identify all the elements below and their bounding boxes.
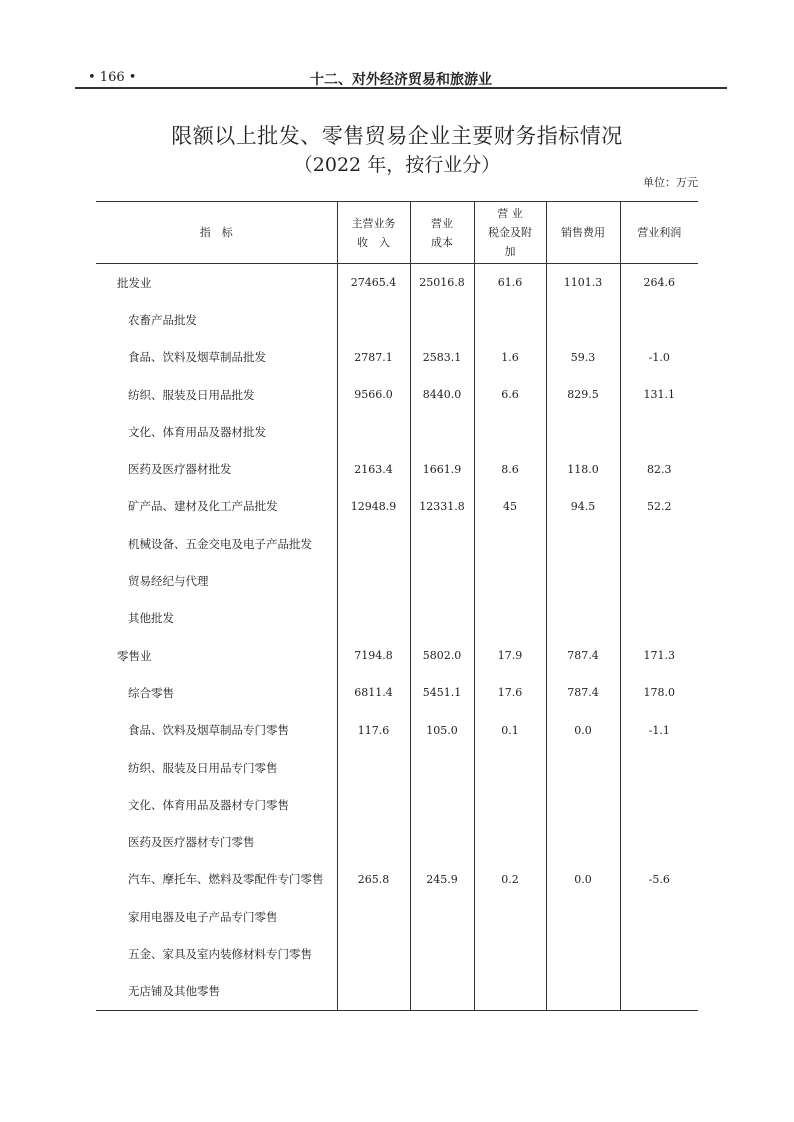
table-row — [96, 525, 698, 562]
cell-selling: 0.0 — [546, 861, 620, 898]
cell-tax — [474, 786, 546, 823]
column-header-profit-label: 营业利润 — [637, 226, 682, 239]
cell-cost — [410, 301, 474, 338]
column-header-profit — [620, 202, 698, 264]
cell-revenue — [337, 823, 410, 860]
table-row — [96, 786, 698, 823]
cell-profit — [620, 301, 698, 338]
table-row — [96, 413, 698, 450]
cell-tax — [474, 525, 546, 562]
column-header-selling-label: 销售费用 — [561, 226, 605, 239]
row-label-subsector: 其他批发 — [128, 611, 174, 626]
cell-tax: 17.6 — [474, 674, 546, 711]
financial-indicators-table-container — [96, 201, 698, 1011]
cell-cost — [410, 935, 474, 972]
column-header-tax-line2: 税金及附 — [488, 226, 532, 239]
cell-profit — [620, 973, 698, 1011]
cell-profit: 178.0 — [620, 674, 698, 711]
cell-revenue: 27465.4 — [337, 264, 410, 302]
cell-cost: 8440.0 — [410, 376, 474, 413]
cell-profit — [620, 898, 698, 935]
cell-cost: 1661.9 — [410, 450, 474, 487]
cell-selling — [546, 413, 620, 450]
cell-revenue: 2163.4 — [337, 450, 410, 487]
cell-selling: 787.4 — [546, 674, 620, 711]
cell-selling — [546, 786, 620, 823]
cell-tax — [474, 973, 546, 1011]
table-row — [96, 264, 698, 302]
table-row — [96, 861, 698, 898]
cell-profit — [620, 749, 698, 786]
column-header-tax — [474, 202, 546, 264]
column-header-indicator — [96, 202, 337, 264]
cell-selling — [546, 898, 620, 935]
cell-profit: 171.3 — [620, 637, 698, 674]
row-label-subsector: 机械设备、五金交电及电子产品批发 — [128, 536, 312, 551]
table-row — [96, 562, 698, 599]
unit-label: 单位：万元 — [643, 176, 698, 189]
cell-tax: 61.6 — [474, 264, 546, 302]
table-row — [96, 712, 698, 749]
cell-cost — [410, 562, 474, 599]
cell-profit: 264.6 — [620, 264, 698, 302]
table-row — [96, 376, 698, 413]
cell-tax: 0.1 — [474, 712, 546, 749]
column-header-cost-line2: 成本 — [431, 235, 453, 249]
row-label-subsector: 医药及医疗器材专门零售 — [128, 835, 255, 850]
table-subtitle: （2022 年，按行业分） — [293, 154, 501, 176]
cell-selling: 59.3 — [546, 339, 620, 376]
header-divider — [75, 87, 727, 89]
column-header-indicator-label: 指 标 — [199, 226, 233, 239]
column-header-tax-line1: 营 业 — [497, 207, 523, 220]
table-row — [96, 823, 698, 860]
cell-cost: 5802.0 — [410, 637, 474, 674]
cell-cost — [410, 823, 474, 860]
cell-tax — [474, 600, 546, 637]
cell-profit — [620, 413, 698, 450]
table-row — [96, 898, 698, 935]
row-label-subsector: 食品、饮料及烟草制品专门零售 — [128, 723, 289, 738]
cell-selling: 0.0 — [546, 712, 620, 749]
cell-tax — [474, 823, 546, 860]
cell-cost: 5451.1 — [410, 674, 474, 711]
cell-selling — [546, 935, 620, 972]
cell-selling — [546, 973, 620, 1011]
table-row — [96, 674, 698, 711]
cell-revenue — [337, 749, 410, 786]
cell-revenue: 265.8 — [337, 861, 410, 898]
row-label-subsector: 纺织、服装及日用品专门零售 — [128, 760, 278, 775]
cell-revenue: 117.6 — [337, 712, 410, 749]
row-label-subsector: 农畜产品批发 — [128, 312, 197, 327]
cell-profit: 82.3 — [620, 450, 698, 487]
cell-tax: 6.6 — [474, 376, 546, 413]
cell-tax: 45 — [474, 488, 546, 525]
cell-revenue — [337, 898, 410, 935]
row-label-subsector: 汽车、摩托车、燃料及零配件专门零售 — [128, 872, 324, 887]
column-header-tax-line3: 加 — [504, 245, 516, 258]
cell-revenue: 6811.4 — [337, 674, 410, 711]
chapter-title: 十二、对外经济贸易和旅游业 — [310, 72, 492, 88]
financial-indicators-table — [96, 201, 698, 1011]
cell-revenue — [337, 413, 410, 450]
cell-selling: 94.5 — [546, 488, 620, 525]
cell-selling — [546, 525, 620, 562]
cell-tax — [474, 301, 546, 338]
cell-revenue — [337, 935, 410, 972]
cell-cost: 245.9 — [410, 861, 474, 898]
cell-selling — [546, 749, 620, 786]
cell-selling: 118.0 — [546, 450, 620, 487]
cell-selling — [546, 562, 620, 599]
cell-revenue — [337, 562, 410, 599]
column-header-cost — [410, 202, 474, 264]
row-label-subsector: 综合零售 — [128, 685, 174, 700]
cell-cost: 2583.1 — [410, 339, 474, 376]
cell-cost — [410, 749, 474, 786]
row-label-subsector: 文化、体育用品及器材批发 — [128, 424, 266, 439]
cell-selling — [546, 600, 620, 637]
cell-tax: 0.2 — [474, 861, 546, 898]
column-header-selling — [546, 202, 620, 264]
cell-profit: -5.6 — [620, 861, 698, 898]
cell-cost — [410, 973, 474, 1011]
table-row — [96, 488, 698, 525]
cell-cost: 12331.8 — [410, 488, 474, 525]
row-label-subsector: 无店铺及其他零售 — [96, 973, 337, 1011]
cell-revenue: 2787.1 — [337, 339, 410, 376]
cell-cost — [410, 600, 474, 637]
cell-revenue — [337, 301, 410, 338]
column-header-revenue — [337, 202, 410, 264]
table-row — [96, 749, 698, 786]
cell-revenue: 7194.8 — [337, 637, 410, 674]
cell-profit — [620, 786, 698, 823]
cell-tax — [474, 898, 546, 935]
cell-profit — [620, 562, 698, 599]
table-row — [96, 339, 698, 376]
cell-profit: -1.1 — [620, 712, 698, 749]
cell-cost — [410, 413, 474, 450]
column-header-cost-line1: 营业 — [431, 216, 453, 230]
cell-profit: -1.0 — [620, 339, 698, 376]
cell-tax — [474, 413, 546, 450]
cell-selling: 829.5 — [546, 376, 620, 413]
cell-revenue — [337, 600, 410, 637]
cell-selling: 787.4 — [546, 637, 620, 674]
row-label-subsector: 文化、体育用品及器材专门零售 — [128, 797, 289, 812]
cell-revenue: 9566.0 — [337, 376, 410, 413]
table-row — [96, 450, 698, 487]
table-row — [96, 637, 698, 674]
table-row — [96, 301, 698, 338]
page-number: • 166 • — [88, 70, 137, 85]
cell-profit — [620, 935, 698, 972]
row-label-subsector: 贸易经纪与代理 — [128, 574, 209, 589]
cell-profit: 52.2 — [620, 488, 698, 525]
cell-revenue — [337, 786, 410, 823]
cell-tax: 8.6 — [474, 450, 546, 487]
row-label-sector: 批发业 — [117, 275, 152, 290]
cell-selling — [546, 823, 620, 860]
cell-selling — [546, 301, 620, 338]
cell-revenue: 12948.9 — [337, 488, 410, 525]
cell-profit — [620, 525, 698, 562]
row-label-subsector: 纺织、服装及日用品批发 — [128, 387, 255, 402]
cell-profit — [620, 600, 698, 637]
cell-tax — [474, 749, 546, 786]
table-header-row — [96, 202, 698, 264]
cell-tax: 17.9 — [474, 637, 546, 674]
column-header-revenue-line2: 收 入 — [357, 235, 390, 249]
row-label-subsector: 食品、饮料及烟草制品批发 — [128, 350, 266, 365]
row-label-subsector: 家用电器及电子产品专门零售 — [128, 909, 278, 924]
table-title: 限额以上批发、零售贸易企业主要财务指标情况 — [171, 124, 623, 148]
cell-tax — [474, 562, 546, 599]
table-row — [96, 935, 698, 972]
row-label-subsector: 矿产品、建材及化工产品批发 — [128, 499, 278, 514]
cell-tax — [474, 935, 546, 972]
row-label-subsector: 五金、家具及室内装修材料专门零售 — [128, 946, 312, 961]
row-label-sector: 零售业 — [117, 648, 152, 663]
cell-selling: 1101.3 — [546, 264, 620, 302]
cell-cost: 25016.8 — [410, 264, 474, 302]
cell-profit: 131.1 — [620, 376, 698, 413]
table-row — [96, 973, 698, 1011]
column-header-revenue-line1: 主营业务 — [351, 216, 396, 230]
table-body — [96, 264, 698, 1011]
cell-cost — [410, 786, 474, 823]
cell-cost: 105.0 — [410, 712, 474, 749]
table-row — [96, 600, 698, 637]
cell-revenue — [337, 973, 410, 1011]
cell-tax: 1.6 — [474, 339, 546, 376]
row-label-subsector: 医药及医疗器材批发 — [128, 462, 232, 477]
cell-cost — [410, 898, 474, 935]
cell-cost — [410, 525, 474, 562]
cell-revenue — [337, 525, 410, 562]
cell-profit — [620, 823, 698, 860]
